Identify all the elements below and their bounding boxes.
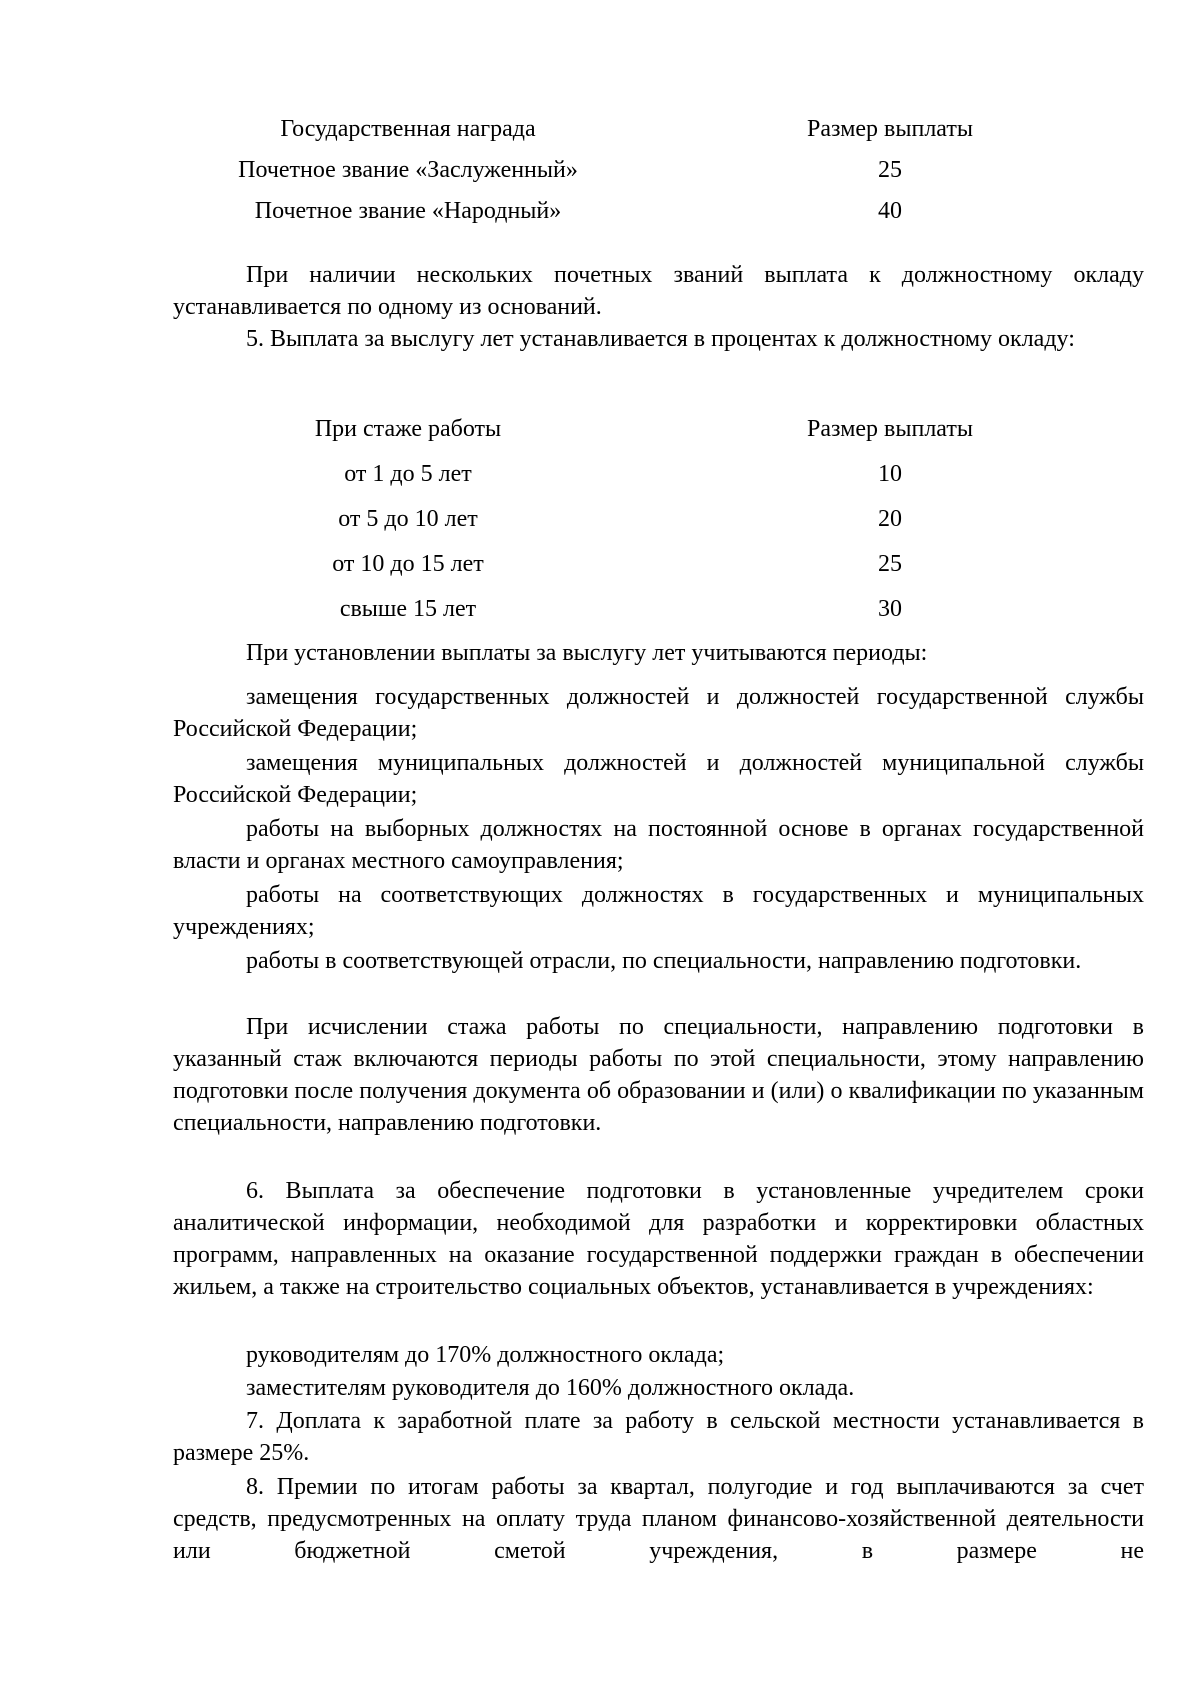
table-row: [0, 549, 1200, 594]
table-header-row: [0, 414, 1200, 459]
paragraph-heads-rate: руководителям до 170% должностного оклада;: [246, 1342, 725, 1368]
period-item: работы на соответствующих должностях в государственных и муниципальных учреждениях;: [173, 882, 1144, 940]
header-payment-size: Размер выплаты: [807, 116, 973, 142]
paragraph-deputies-rate: заместителям руководителя до 160% должностного оклада.: [246, 1375, 855, 1401]
seniority-value: 30: [878, 596, 902, 622]
seniority-value: 25: [878, 551, 902, 577]
paragraph-item-6: 6. Выплата за обеспечение подготовки в установленные учредителем сроки аналитической информации, необходимой для разработки и корректировки областных программ, направленных на оказание государственной поддержки граждан в обеспечении жильем, а также на строительство социальных объектов, устанавливается в учреждениях:: [173, 1178, 1144, 1300]
paragraph-multiple-titles: При наличии нескольких почетных званий выплата к должностному окладу устанавливается по одному из оснований.: [173, 262, 1144, 320]
paragraph-item-7: 7. Доплата к заработной плате за работу в сельской местности устанавливается в размере 25%.: [173, 1408, 1144, 1466]
seniority-table: [0, 414, 1200, 639]
seniority-range: от 5 до 10 лет: [338, 506, 478, 532]
paragraph-seniority-calc: При исчислении стажа работы по специальности, направлению подготовки в указанный стаж включаются периоды работы по этой специальности, этому направлению подготовки после получения документа об образовании и (или) о квалификации по указанным специальности, направлению подготовки.: [173, 1014, 1144, 1136]
header-award: Государственная награда: [280, 116, 536, 142]
awards-table: [0, 114, 1200, 237]
award-value: 40: [878, 198, 902, 224]
paragraph-item-8: 8. Премии по итогам работы за квартал, полугодие и год выплачиваются за счет средств, предусмотренных на оплату труда планом финансово-хозяйственной деятельности или бюджетной сметой учреждения, в размере не: [173, 1474, 1144, 1564]
period-item: замещения муниципальных должностей и должностей муниципальной службы Российской Федерации;: [173, 750, 1144, 808]
period-item: замещения государственных должностей и должностей государственной службы Российской Федерации;: [173, 684, 1144, 742]
seniority-range: от 1 до 5 лет: [344, 461, 472, 487]
header-seniority: При стаже работы: [314, 416, 502, 442]
award-name: Почетное звание «Заслуженный»: [238, 157, 578, 183]
period-item: работы в соответствующей отрасли, по специальности, направлению подготовки.: [246, 948, 1082, 974]
seniority-range: свыше 15 лет: [339, 596, 477, 622]
table-row: [0, 594, 1200, 639]
seniority-value: 20: [878, 506, 902, 532]
table-header-row: [0, 114, 1200, 155]
table-row: [0, 155, 1200, 196]
table-row: [0, 196, 1200, 237]
paragraph-periods-intro: При установлении выплаты за выслугу лет учитываются периоды:: [246, 640, 928, 666]
paragraph-item-5: 5. Выплата за выслугу лет устанавливается в процентах к должностному окладу:: [246, 326, 1075, 352]
table-row: [0, 504, 1200, 549]
award-value: 25: [878, 157, 902, 183]
header-payment-size: Размер выплаты: [807, 416, 973, 442]
award-name: Почетное звание «Народный»: [254, 198, 562, 224]
seniority-range: от 10 до 15 лет: [332, 551, 484, 577]
period-item: работы на выборных должностях на постоянной основе в органах государственной власти и органах местного самоуправления;: [173, 816, 1144, 874]
table-row: [0, 459, 1200, 504]
seniority-value: 10: [878, 461, 902, 487]
